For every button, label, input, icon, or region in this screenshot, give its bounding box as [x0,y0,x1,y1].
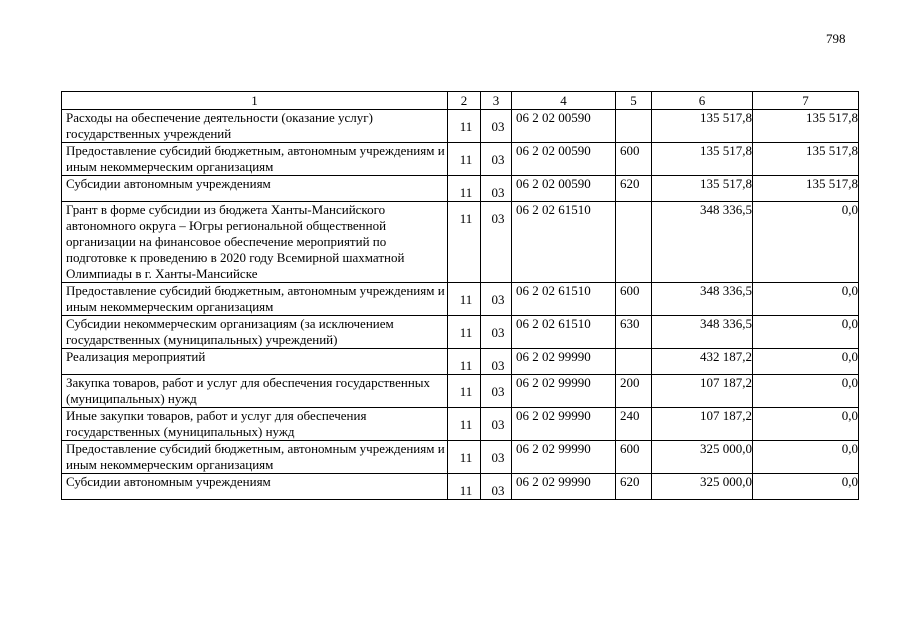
row-name-cell: Субсидии некоммерческим организациям (за исключением государственных (муниципальных) учреждений) [62,316,448,349]
section-cell [448,441,481,474]
target-code-cell: 06 2 02 99990 [512,408,616,441]
section-cell [448,408,481,441]
amount-year2-cell: 0,0 [753,408,859,441]
row-name-cell: Реализация мероприятий [62,349,448,375]
subsection-cell [481,408,512,441]
amount-year1-cell: 107 187,2 [652,408,753,441]
table-row [62,408,859,441]
subsection-cell-text: 03 [491,384,505,399]
section-cell-text: 11 [459,417,473,432]
target-code-cell: 06 2 02 61510 [512,202,616,283]
amount-year1-cell: 135 517,8 [652,143,753,176]
amount-year2-cell: 0,0 [753,316,859,349]
section-cell [448,375,481,408]
amount-year1-cell: 325 000,0 [652,474,753,500]
section-cell-text: 11 [459,185,473,200]
subsection-cell [481,143,512,176]
row-name-cell: Предоставление субсидий бюджетным, автономным учреждениям и иным некоммерческим организациям [62,441,448,474]
subsection-cell-text: 03 [491,450,505,465]
row-name-cell: Субсидии автономным учреждениям [62,176,448,202]
amount-year1-cell: 348 336,5 [652,316,753,349]
subsection-cell-text: 03 [491,152,505,167]
section-cell [448,474,481,500]
expense-type-cell: 200 [616,375,652,408]
column-header: 4 [512,92,616,110]
page-number: 798 [826,31,846,46]
subsection-cell-text: 03 [491,119,505,134]
column-header: 3 [481,92,512,110]
section-cell [448,283,481,316]
table-row [62,202,859,283]
row-name-cell: Расходы на обеспечение деятельности (оказание услуг) государственных учреждений [62,110,448,143]
section-cell [448,349,481,375]
table-row [62,143,859,176]
amount-year1-cell: 107 187,2 [652,375,753,408]
section-cell-text: 11 [459,211,473,226]
subsection-cell-text: 03 [491,211,505,226]
table-row [62,316,859,349]
section-cell-text: 11 [459,450,473,465]
amount-year1-cell: 432 187,2 [652,349,753,375]
subsection-cell-text: 03 [491,417,505,432]
amount-year2-cell: 135 517,8 [753,176,859,202]
table-row [62,349,859,375]
row-name-cell: Иные закупки товаров, работ и услуг для обеспечения государственных (муниципальных) нужд [62,408,448,441]
table-header-row [62,92,859,110]
table-row [62,441,859,474]
subsection-cell [481,176,512,202]
amount-year1-cell: 348 336,5 [652,202,753,283]
section-cell-text: 11 [459,384,473,399]
amount-year1-cell: 325 000,0 [652,441,753,474]
amount-year1-cell: 348 336,5 [652,283,753,316]
section-cell-text: 11 [459,119,473,134]
target-code-cell: 06 2 02 61510 [512,316,616,349]
subsection-cell [481,375,512,408]
amount-year1-cell: 135 517,8 [652,110,753,143]
expense-type-cell [616,202,652,283]
subsection-cell [481,349,512,375]
target-code-cell: 06 2 02 99990 [512,349,616,375]
row-name-cell: Грант в форме субсидии из бюджета Ханты-Мансийского автономного округа – Югры региональной общественной организации на финансовое обеспечение мероприятий по подготовке к проведению в 2020 году Всемирной шахматной Олимпиады в г. Ханты-Мансийске [62,202,448,283]
expense-type-cell [616,110,652,143]
section-cell [448,202,481,283]
expense-type-cell: 600 [616,143,652,176]
amount-year2-cell: 0,0 [753,474,859,500]
expense-type-cell: 600 [616,441,652,474]
amount-year2-cell: 0,0 [753,349,859,375]
amount-year2-cell: 135 517,8 [753,110,859,143]
row-name-cell: Субсидии автономным учреждениям [62,474,448,500]
target-code-cell: 06 2 02 00590 [512,176,616,202]
target-code-cell: 06 2 02 99990 [512,441,616,474]
subsection-cell [481,283,512,316]
subsection-cell [481,441,512,474]
column-header: 2 [448,92,481,110]
subsection-cell-text: 03 [491,483,505,498]
expense-type-cell: 600 [616,283,652,316]
amount-year1-cell: 135 517,8 [652,176,753,202]
table-row [62,283,859,316]
subsection-cell [481,110,512,143]
budget-table [61,91,859,500]
table-row [62,375,859,408]
subsection-cell [481,474,512,500]
subsection-cell-text: 03 [491,325,505,340]
row-name-cell: Предоставление субсидий бюджетным, автономным учреждениям и иным некоммерческим организациям [62,283,448,316]
expense-type-cell: 630 [616,316,652,349]
subsection-cell-text: 03 [491,358,505,373]
section-cell-text: 11 [459,152,473,167]
expense-type-cell: 620 [616,176,652,202]
section-cell [448,316,481,349]
section-cell [448,110,481,143]
section-cell [448,176,481,202]
section-cell-text: 11 [459,483,473,498]
table-row [62,474,859,500]
expense-type-cell [616,349,652,375]
table-row [62,176,859,202]
column-header: 6 [652,92,753,110]
table-row [62,110,859,143]
expense-type-cell: 240 [616,408,652,441]
subsection-cell-text: 03 [491,292,505,307]
subsection-cell [481,316,512,349]
row-name-cell: Предоставление субсидий бюджетным, автономным учреждениям и иным некоммерческим организациям [62,143,448,176]
expense-type-cell: 620 [616,474,652,500]
amount-year2-cell: 0,0 [753,283,859,316]
subsection-cell [481,202,512,283]
column-header: 5 [616,92,652,110]
column-header: 1 [62,92,448,110]
section-cell-text: 11 [459,358,473,373]
table-body [62,92,859,500]
row-name-cell: Закупка товаров, работ и услуг для обеспечения государственных (муниципальных) нужд [62,375,448,408]
amount-year2-cell: 0,0 [753,375,859,408]
amount-year2-cell: 0,0 [753,441,859,474]
target-code-cell: 06 2 02 61510 [512,283,616,316]
amount-year2-cell: 0,0 [753,202,859,283]
target-code-cell: 06 2 02 00590 [512,110,616,143]
subsection-cell-text: 03 [491,185,505,200]
target-code-cell: 06 2 02 99990 [512,474,616,500]
section-cell-text: 11 [459,292,473,307]
target-code-cell: 06 2 02 99990 [512,375,616,408]
amount-year2-cell: 135 517,8 [753,143,859,176]
target-code-cell: 06 2 02 00590 [512,143,616,176]
section-cell [448,143,481,176]
section-cell-text: 11 [459,325,473,340]
column-header: 7 [753,92,859,110]
